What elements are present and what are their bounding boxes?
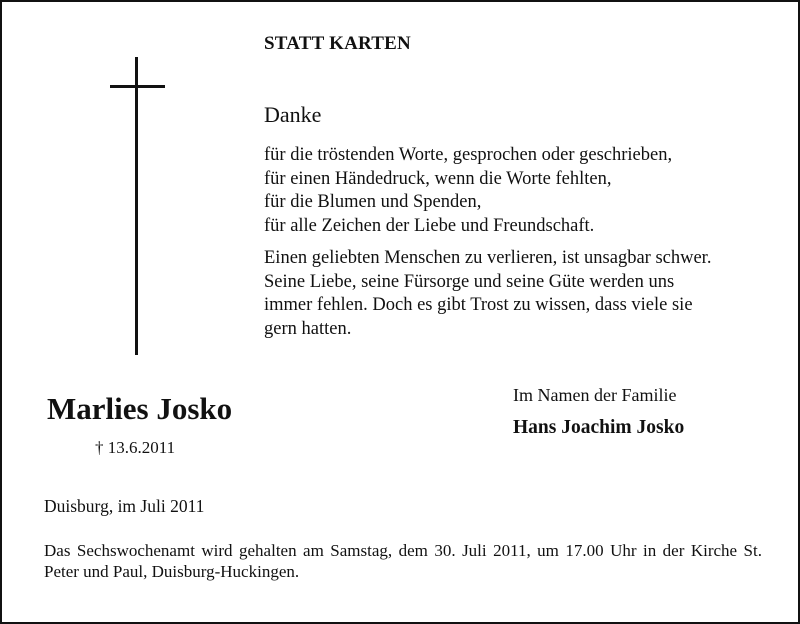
header-title: STATT KARTEN bbox=[264, 33, 411, 54]
message-line: Einen geliebten Menschen zu verlieren, ist unsagbar schwer. bbox=[264, 248, 712, 268]
thanks-lines bbox=[264, 144, 672, 238]
message-line: Seine Liebe, seine Fürsorge und seine Güte werden uns bbox=[264, 271, 675, 292]
thanks-line: für alle Zeichen der Liebe und Freundschaft. bbox=[264, 215, 595, 236]
service-notice: Das Sechswochenamt wird gehalten am Samstag, dem 30. Juli 2011, um 17.00 Uhr in der Kirche St. Peter und Paul, Duisburg-Huckingen. bbox=[44, 541, 762, 581]
message-line: gern hatten. bbox=[264, 318, 352, 339]
cross-vertical-bar bbox=[135, 57, 138, 355]
place-date: Duisburg, im Juli 2011 bbox=[44, 496, 205, 516]
family-label: Im Namen der Familie bbox=[513, 385, 677, 405]
family-name: Hans Joachim Josko bbox=[513, 417, 685, 438]
thanks-line: für einen Händedruck, wenn die Worte fehlten, bbox=[264, 168, 612, 189]
death-date: † 13.6.2011 bbox=[95, 438, 176, 457]
cross-horizontal-bar bbox=[110, 85, 165, 88]
message-line: immer fehlen. Doch es gibt Trost zu wissen, dass viele sie bbox=[264, 295, 693, 315]
deceased-name: Marlies Josko bbox=[47, 391, 233, 426]
thanks-heading: Danke bbox=[264, 102, 322, 127]
thanks-line: für die Blumen und Spenden, bbox=[264, 192, 482, 212]
condolence-message bbox=[264, 247, 711, 341]
thanks-line: für die tröstenden Worte, gesprochen oder geschrieben, bbox=[264, 145, 673, 165]
